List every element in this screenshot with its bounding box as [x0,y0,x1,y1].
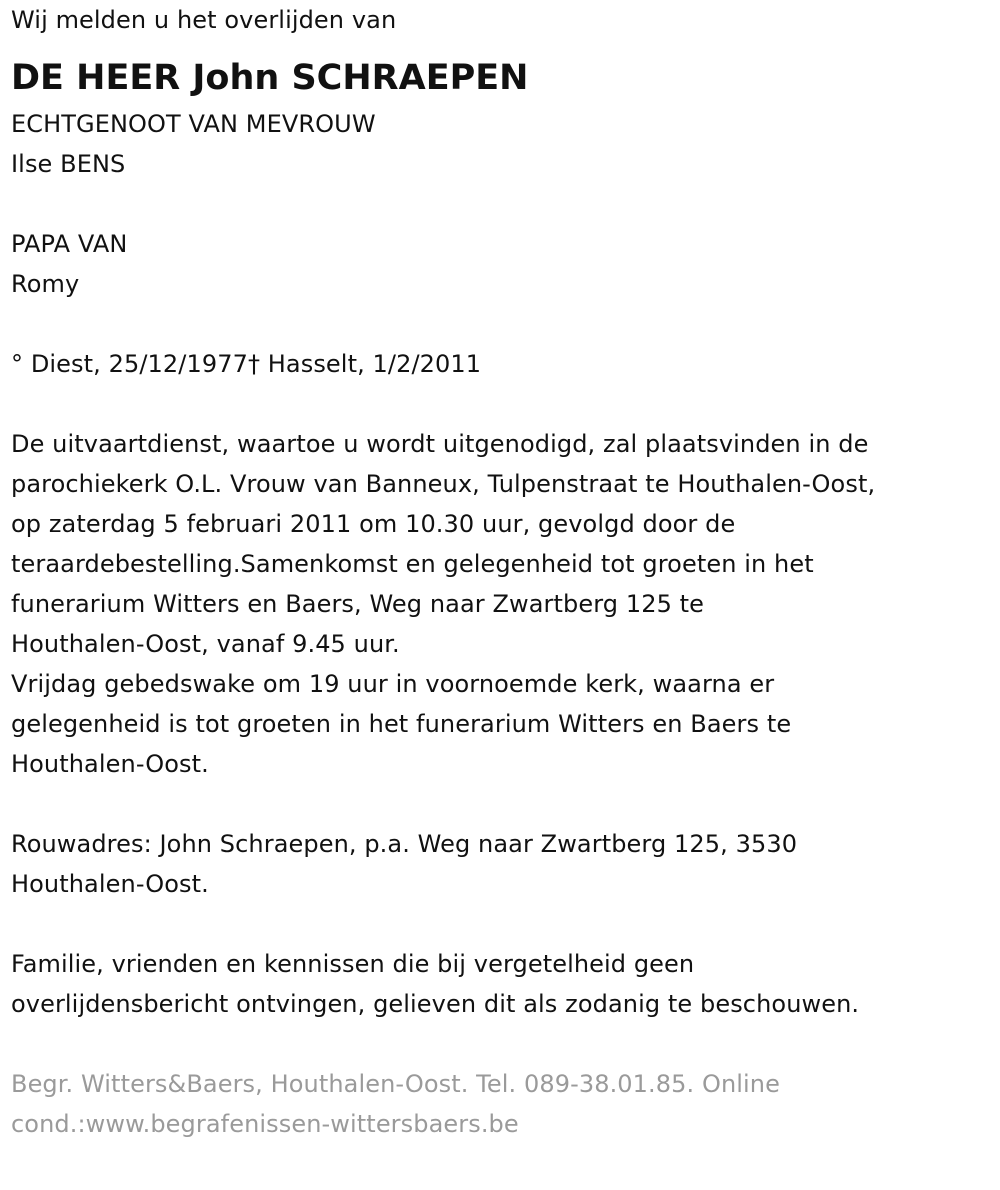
footer-line: Begr. Witters&Baers, Houthalen-Oost. Tel. 089-38.01.85. Online [11,1070,780,1098]
paragraph-line: De uitvaartdienst, waartoe u wordt uitgenodigd, zal plaatsvinden in de [11,430,869,458]
spacer [11,904,991,944]
paragraph-line: funerarium Witters en Baers, Weg naar Zwartberg 125 te [11,590,705,618]
paragraph-line: Familie, vrienden en kennissen die bij vergetelheid geen [11,950,695,978]
deceased-name: DE HEER John SCHRAEPEN [11,58,529,98]
spouse-label: ECHTGENOOT VAN MEVROUW [11,110,376,138]
mourning-address [11,824,991,904]
child-label: PAPA VAN [11,230,128,258]
service-paragraph [11,424,991,784]
spouse-name: Ilse BENS [11,150,126,178]
paragraph-line: op zaterdag 5 februari 2011 om 10.30 uur, gevolgd door de [11,510,736,538]
birth-death-dates: ° Diest, 25/12/1977† Hasselt, 1/2/2011 [11,350,482,378]
spacer [11,1024,991,1064]
spacer [11,184,991,224]
intro-text: Wij melden u het overlijden van [11,6,397,34]
spacer [11,384,991,424]
paragraph-line: overlijdensbericht ontvingen, gelieven dit als zodanig te beschouwen. [11,990,860,1018]
paragraph-line: Vrijdag gebedswake om 19 uur in voornoemde kerk, waarna er [11,670,775,698]
footer-line: cond.:www.begrafenissen-wittersbaers.be [11,1110,519,1138]
paragraph-line: Houthalen-Oost. [11,750,209,778]
family-paragraph [11,944,991,1024]
spacer [11,304,991,344]
death-notice [11,0,991,1144]
paragraph-line: Houthalen-Oost, vanaf 9.45 uur. [11,630,400,658]
paragraph-line: Houthalen-Oost. [11,870,209,898]
paragraph-line: gelegenheid is tot groeten in het funerarium Witters en Baers te [11,710,792,738]
child-name: Romy [11,270,80,298]
funeral-home-footer [11,1064,991,1144]
paragraph-line: Rouwadres: John Schraepen, p.a. Weg naar Zwartberg 125, 3530 [11,830,798,858]
paragraph-line: parochiekerk O.L. Vrouw van Banneux, Tulpenstraat te Houthalen-Oost, [11,470,876,498]
paragraph-line: teraardebestelling.Samenkomst en gelegenheid tot groeten in het [11,550,814,578]
spacer [11,784,991,824]
